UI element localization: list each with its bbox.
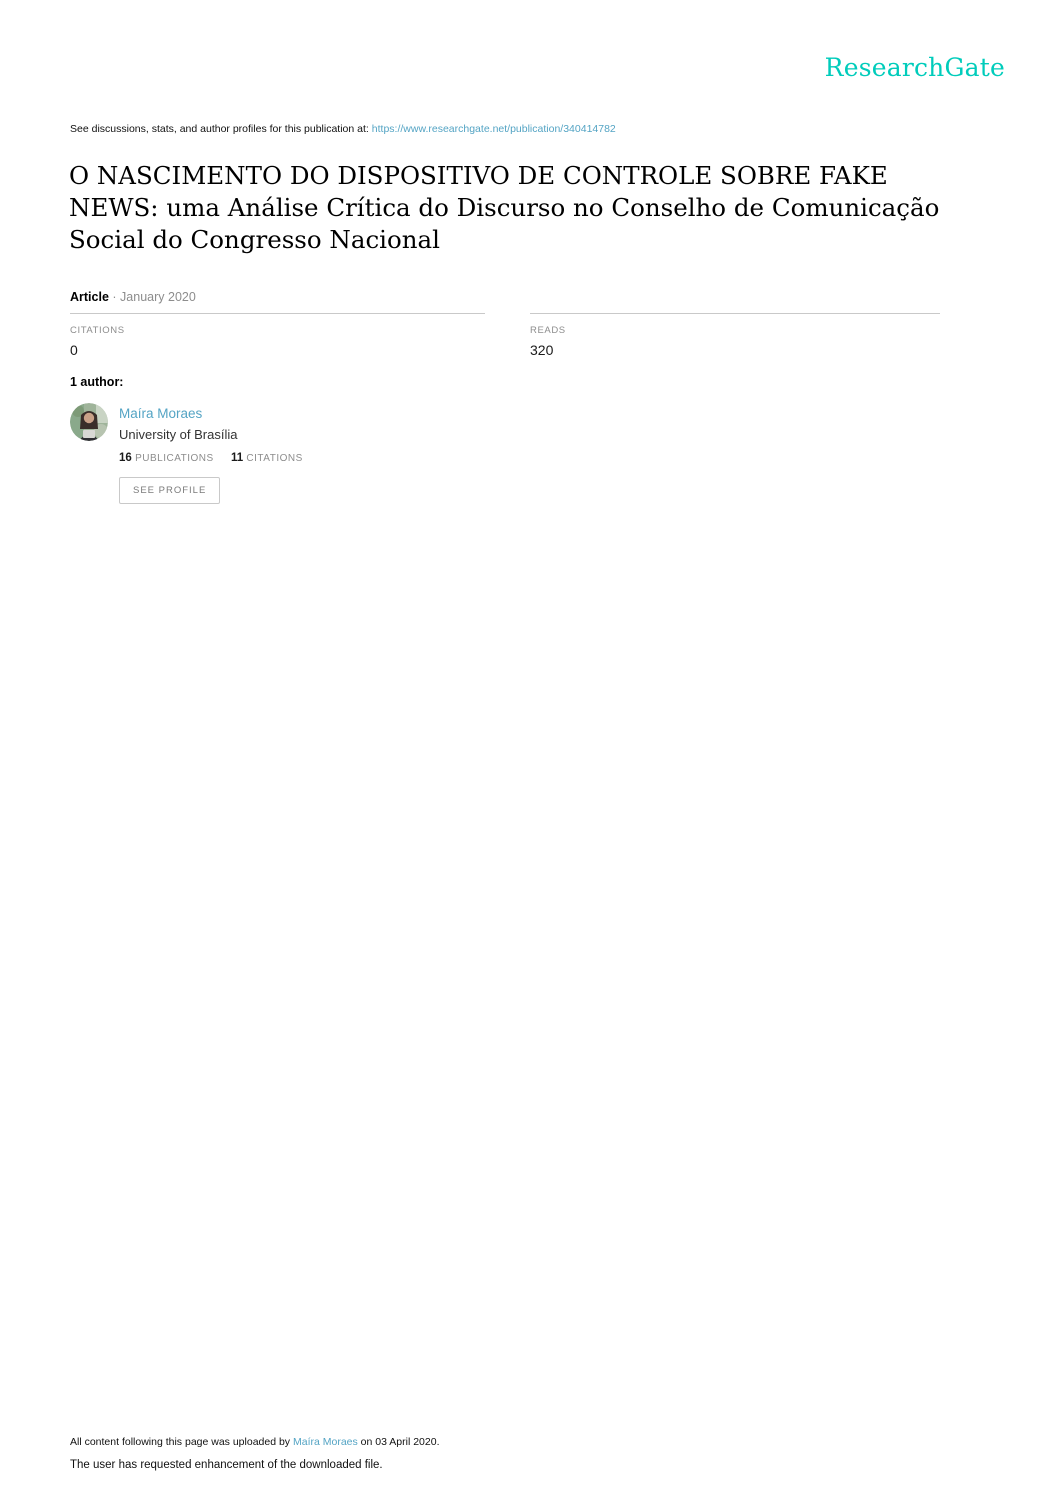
author-avatar-image <box>70 403 108 441</box>
publication-type: Article <box>70 290 109 304</box>
upload-note <box>70 1436 440 1448</box>
citations-stat <box>70 313 485 358</box>
see-discussions-line <box>70 123 616 135</box>
author-citations-count: 11 <box>230 452 244 464</box>
upload-note-suffix: on 03 April 2020. <box>357 1436 440 1448</box>
publication-url-link[interactable]: https://www.researchgate.net/publication/340414782 <box>371 123 616 135</box>
upload-note-author-link[interactable]: Maíra Moraes <box>292 1436 358 1448</box>
see-profile-button[interactable]: SEE PROFILE <box>119 477 220 504</box>
researchgate-logo: ResearchGate <box>824 53 1005 82</box>
author-citations-label: CITATIONS <box>246 453 303 464</box>
enhancement-note: The user has requested enhancement of the downloaded file. <box>70 1459 383 1471</box>
author-name-link[interactable]: Maíra Moraes <box>119 406 203 421</box>
meta-separator: · <box>112 290 117 304</box>
publication-meta <box>70 290 196 304</box>
citations-value: 0 <box>70 342 78 358</box>
reads-label: READS <box>530 325 566 336</box>
see-discussions-text: See discussions, stats, and author profiles for this publication at: <box>70 123 369 135</box>
publications-label: PUBLICATIONS <box>135 453 214 464</box>
reads-stat <box>530 313 940 358</box>
upload-note-prefix: All content following this page was uploaded by <box>70 1436 293 1448</box>
author-avatar <box>70 403 108 441</box>
author-affiliation: University of Brasília <box>119 427 238 442</box>
author-card <box>70 403 303 504</box>
author-info <box>119 403 303 504</box>
citations-label: CITATIONS <box>70 325 125 336</box>
publication-date: January 2020 <box>120 290 196 304</box>
author-metrics <box>119 452 303 464</box>
author-count-label: 1 author: <box>70 375 124 389</box>
publications-count: 16 <box>119 452 132 464</box>
reads-value: 320 <box>530 342 554 358</box>
publication-title: O NASCIMENTO DO DISPOSITIVO DE CONTROLE SOBRE FAKE NEWS: uma Análise Crítica do Discurso no Conselho de Comunicação Social do Congresso Nacional <box>69 161 940 254</box>
